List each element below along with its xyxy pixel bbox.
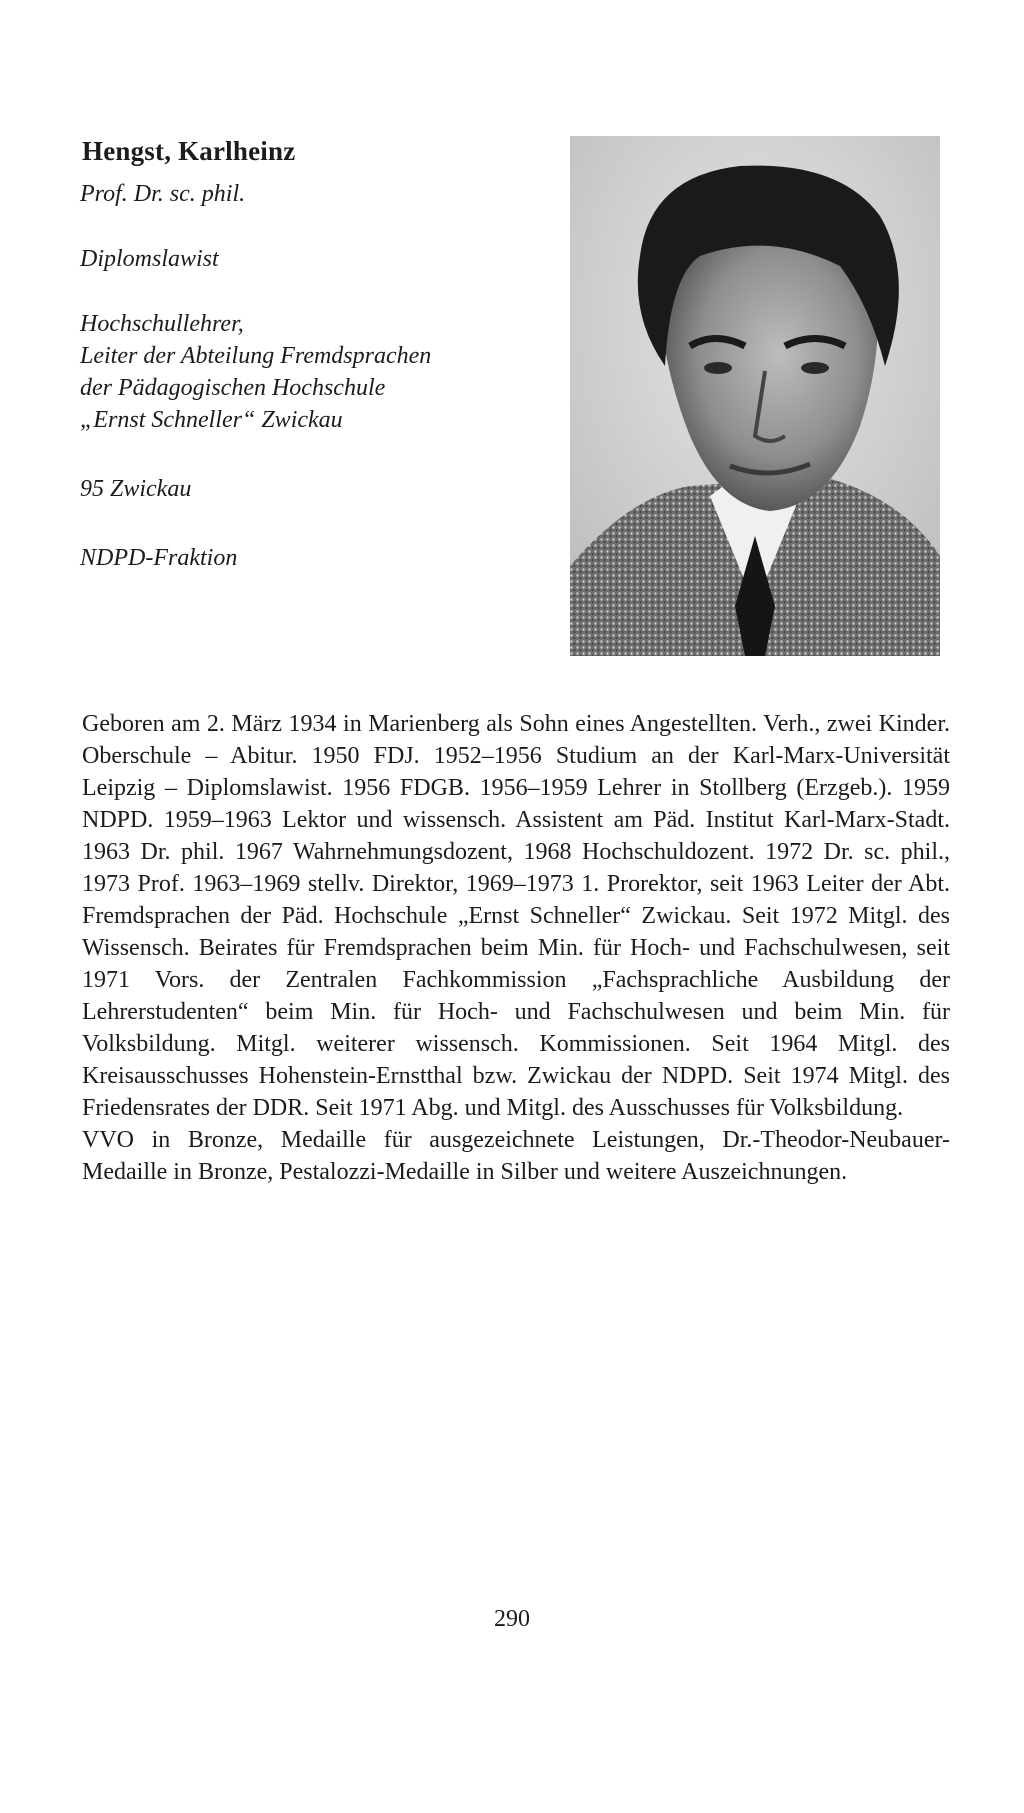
page-number: 290	[494, 1606, 530, 1632]
biography	[82, 708, 950, 1188]
position-line: Leiter der Abteilung Fremdsprachen	[80, 343, 432, 369]
person-info-block	[80, 178, 550, 574]
academic-title: Prof. Dr. sc. phil.	[80, 181, 246, 207]
portrait-photo	[570, 136, 940, 656]
position-line: Hochschullehrer,	[80, 311, 244, 337]
position-line: der Pädagogischen Hochschule	[80, 375, 386, 401]
portrait-photo-icon	[570, 136, 940, 656]
position-block	[80, 308, 550, 436]
position-line: „Ernst Schneller“ Zwickau	[80, 407, 343, 433]
faction: NDPD-Fraktion	[80, 545, 238, 571]
biography-paragraph: Geboren am 2. März 1934 in Marienberg als Sohn eines Angestellten. Verh., zwei Kinder. Oberschule – Abitur. 1950 FDJ. 1952–1956 Studium an der Karl-Marx-Universität Leipzig – Diplomslawist. 1956 FDGB. 1956–1959 Lehrer in Stollberg (Erzgeb.). 1959 NDPD. 1959–1963 Lektor und wissensch. Assistent am Päd. Institut Karl-Marx-Stadt. 1963 Dr. phil. 1967 Wahrnehmungsdozent, 1968 Hochschuldozent. 1972 Dr. sc. phil., 1973 Prof. 1963–1969 stellv. Direktor, 1969–1973 1. Prorektor, seit 1963 Leiter der Abt. Fremdsprachen der Päd. Hochschule „Ernst Schneller“ Zwickau. Seit 1972 Mitgl. des Wissensch. Beirates für Fremdsprachen beim Min. für Hoch- und Fachschulwesen, seit 1971 Vors. der Zentralen Fachkommission „Fachsprachliche Ausbildung der Lehrerstudenten“ beim Min. für Hoch- und Fachschulwesen und beim Min. für Volksbildung. Mitgl. weiterer wissensch. Kommissionen. Seit 1964 Mitgl. des Kreisausschusses Hohenstein-Ernstthal bzw. Zwickau der NDPD. Seit 1974 Mitgl. des Friedensrates der DDR. Seit 1971 Abg. und Mitgl. des Ausschusses für Volksbildung.	[82, 711, 950, 1121]
profession: Diplomslawist	[80, 246, 219, 272]
awards-paragraph: VVO in Bronze, Medaille für ausgezeichnete Leistungen, Dr.-Theodor-Neubauer-Medaille in Bronze, Pestalozzi-Medaille in Silber und weitere Auszeichnungen.	[82, 1127, 950, 1185]
person-name: Hengst, Karlheinz	[82, 136, 296, 166]
constituency: 95 Zwickau	[80, 476, 192, 502]
